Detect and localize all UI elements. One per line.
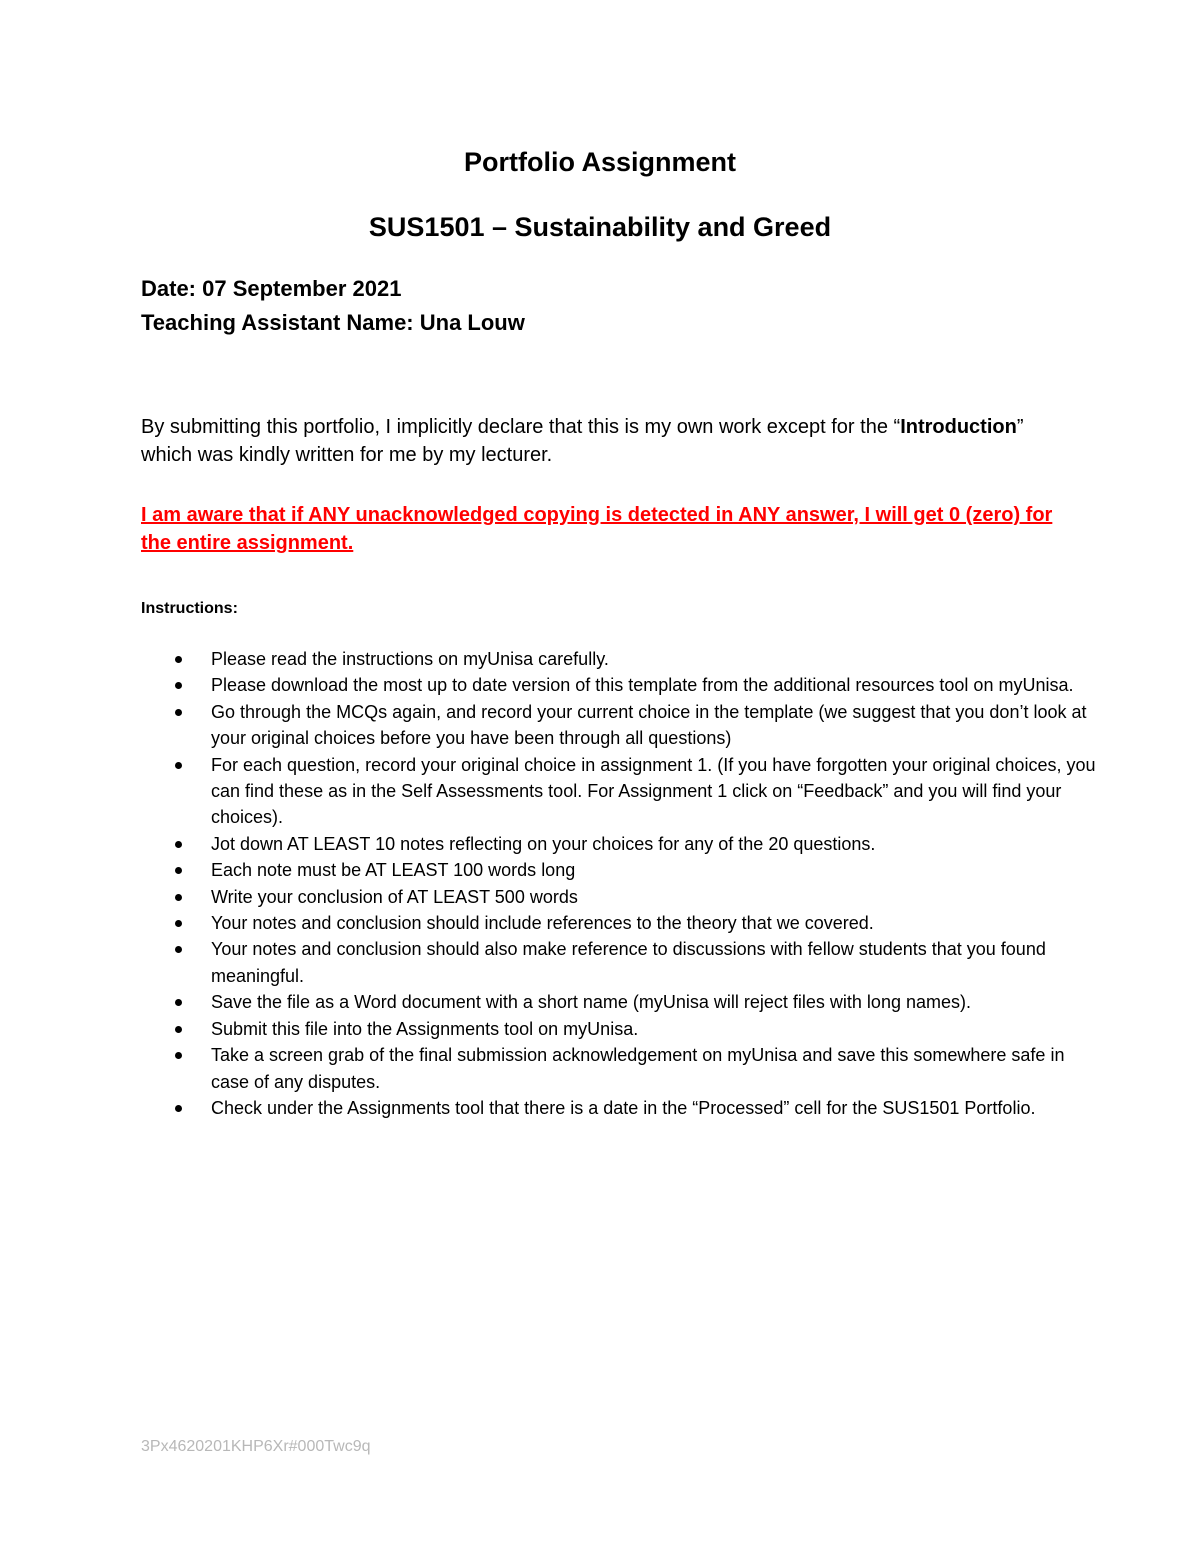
list-item: [141, 1095, 1101, 1121]
list-item-text: Go through the MCQs again, and record your current choice in the template (we suggest that you don’t look at your original choices before you have been through all questions): [211, 701, 1087, 749]
declaration-paragraph: [141, 413, 1041, 469]
list-item-text: For each question, record your original choice in assignment 1. (If you have forgotten your original choices, you can find these as in the Self Assessments tool. For Assignment 1 click on “Feedback” and you will find your choices).: [211, 754, 1096, 828]
bullet-icon: [175, 1105, 182, 1112]
list-item-text: Jot down AT LEAST 10 notes reflecting on your choices for any of the 20 questions.: [211, 833, 876, 854]
warning-notice: I am aware that if ANY unacknowledged copying is detected in ANY answer, I will get 0 (zero) for the entire assignment.: [141, 504, 1053, 554]
bullet-icon: [175, 841, 182, 848]
list-item: [141, 646, 1101, 672]
declaration-open-quote: “: [893, 416, 901, 438]
course-title: SUS1501 – Sustainability and Greed: [368, 212, 832, 242]
list-item-text: Your notes and conclusion should also make reference to discussions with fellow students that you found meaningful.: [211, 939, 1046, 986]
list-item: [141, 1042, 1101, 1095]
list-item: [141, 857, 1101, 883]
bullet-icon: [175, 867, 182, 874]
list-item-text: Check under the Assignments tool that there is a date in the “Processed” cell for the SUS1501 Portfolio.: [211, 1097, 1036, 1118]
list-item-text: Save the file as a Word document with a short name (myUnisa will reject files with long names).: [211, 992, 971, 1013]
list-item-text: Your notes and conclusion should include references to the theory that we covered.: [211, 913, 874, 934]
instructions-heading: Instructions:: [141, 600, 238, 617]
list-item-text: Take a screen grab of the final submission acknowledgement on myUnisa and save this somewhere safe in case of any disputes.: [211, 1045, 1065, 1092]
bullet-icon: [175, 1052, 182, 1059]
declaration-text-start: By submitting this portfolio, I implicitly declare that this is my own work except for the: [141, 416, 894, 438]
list-item: [141, 936, 1101, 989]
list-item: [141, 831, 1101, 857]
bullet-icon: [175, 709, 182, 716]
declaration-text-end: ” which was kindly written for me by my lecturer.: [141, 416, 1024, 466]
document-id-watermark: 3Px4620201KHP6Xr#000Twc9q: [141, 1438, 371, 1455]
list-item-text: Please download the most up to date version of this template from the additional resources tool on myUnisa.: [211, 675, 1074, 696]
list-item: [141, 1016, 1101, 1042]
bullet-icon: [175, 762, 182, 769]
bullet-icon: [175, 920, 182, 927]
page-title: Portfolio Assignment: [463, 147, 736, 177]
list-item: [141, 910, 1101, 936]
bullet-icon: [175, 894, 182, 901]
list-item: [141, 672, 1101, 698]
declaration-bold-word: Introduction: [900, 416, 1017, 438]
list-item: [141, 699, 1101, 752]
list-item-text: Please read the instructions on myUnisa carefully.: [211, 649, 609, 669]
list-item-text: Write your conclusion of AT LEAST 500 words: [211, 886, 578, 907]
list-item: [141, 752, 1101, 831]
list-item-text: Submit this file into the Assignments tool on myUnisa.: [211, 1018, 639, 1039]
date-line: Date: 07 September 2021: [141, 276, 402, 301]
bullet-icon: [175, 999, 182, 1006]
list-item: [141, 989, 1101, 1015]
instructions-list: [141, 646, 1101, 1121]
bullet-icon: [175, 656, 182, 663]
list-item-text: Each note must be AT LEAST 100 words long: [211, 860, 576, 881]
bullet-icon: [175, 946, 182, 953]
list-item: [141, 884, 1101, 910]
bullet-icon: [175, 682, 182, 689]
bullet-icon: [175, 1026, 182, 1033]
teaching-assistant-line: Teaching Assistant Name: Una Louw: [141, 310, 525, 335]
